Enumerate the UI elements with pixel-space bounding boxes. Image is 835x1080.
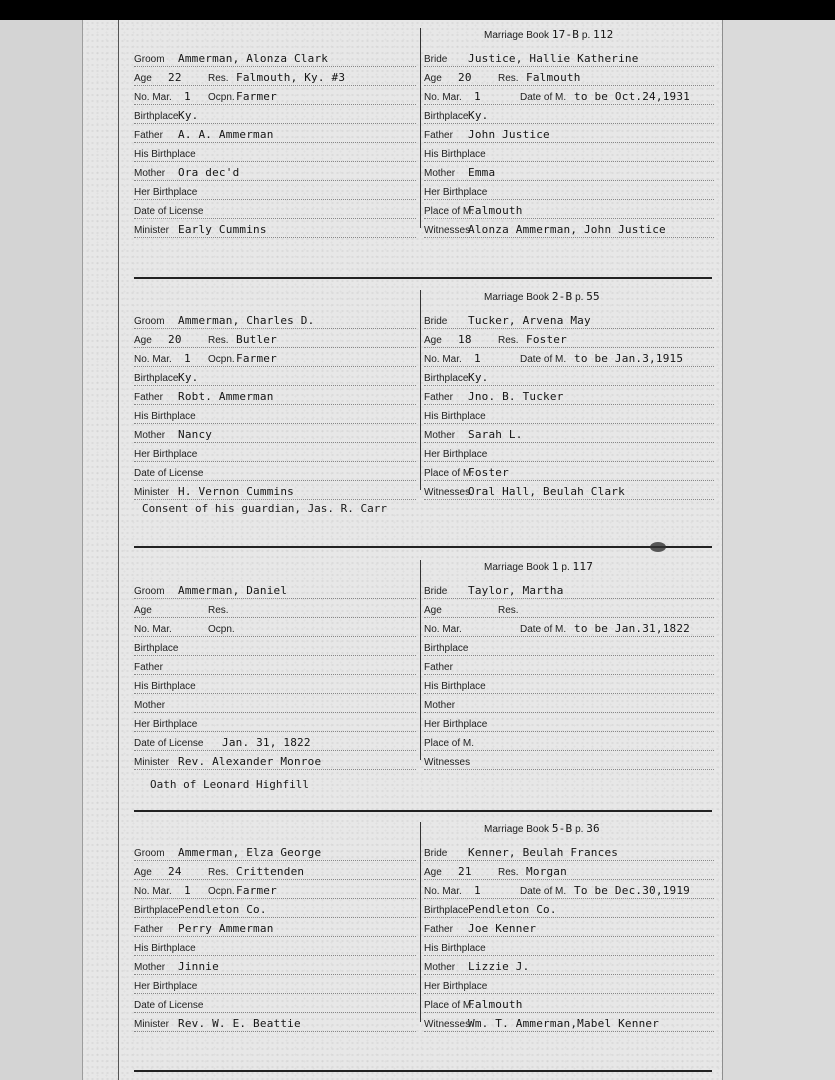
label-ocpn: Ocpn. bbox=[208, 886, 235, 897]
label-marriage-book: Marriage Book bbox=[484, 30, 550, 41]
bride-row-age bbox=[424, 329, 714, 348]
label-mother: Mother bbox=[424, 430, 456, 441]
bride-row-his-birthplace bbox=[424, 937, 714, 956]
label-mother: Mother bbox=[424, 962, 456, 973]
groom-row-mother bbox=[134, 694, 416, 713]
label-marriage-book: Marriage Book bbox=[484, 824, 550, 835]
marriage-book-number: 5-B bbox=[551, 822, 573, 835]
label-bride: Bride bbox=[424, 848, 448, 859]
groom-birthplace-value: Ky. bbox=[178, 109, 199, 122]
groom-row-birthplace bbox=[134, 637, 416, 656]
label-her-birthplace: Her Birthplace bbox=[134, 449, 198, 460]
record-separator bbox=[134, 546, 712, 548]
bride-row-place-of-m bbox=[424, 994, 714, 1013]
groom-groom-value: Ammerman, Daniel bbox=[178, 584, 288, 597]
groom-res-value: Falmouth, Ky. #3 bbox=[236, 71, 346, 84]
label-ocpn: Ocpn. bbox=[208, 92, 235, 103]
bride-row-no-mar bbox=[424, 618, 714, 637]
label-father: Father bbox=[424, 130, 453, 141]
groom-ocpn-value: Farmer bbox=[236, 884, 277, 897]
label-his-birthplace: His Birthplace bbox=[424, 943, 486, 954]
groom-row-his-birthplace bbox=[134, 405, 416, 424]
bride-row-her-birthplace bbox=[424, 975, 714, 994]
bride-row-her-birthplace bbox=[424, 181, 714, 200]
bride-row-birthplace bbox=[424, 899, 714, 918]
bride-row-place-of-m bbox=[424, 732, 714, 751]
bride-row-her-birthplace bbox=[424, 713, 714, 732]
bride-no-mar-value: 1 bbox=[474, 352, 481, 365]
label-marriage-book: Marriage Book bbox=[484, 562, 550, 573]
label-mother: Mother bbox=[134, 962, 166, 973]
groom-row-father bbox=[134, 656, 416, 675]
groom-row-no-mar bbox=[134, 86, 416, 105]
groom-father-value: Robt. Ammerman bbox=[178, 390, 274, 403]
bride-bride-value: Taylor, Martha bbox=[468, 584, 564, 597]
label-no-mar: No. Mar. bbox=[134, 92, 172, 103]
record-separator bbox=[134, 277, 712, 279]
label-birthplace: Birthplace bbox=[134, 643, 179, 654]
column-divider bbox=[420, 560, 421, 760]
record-separator bbox=[134, 1070, 712, 1072]
groom-mother-value: Ora dec'd bbox=[178, 166, 240, 179]
binding-rule bbox=[118, 20, 119, 1080]
record-note: Oath of Leonard Highfill bbox=[150, 778, 309, 791]
groom-row-no-mar bbox=[134, 348, 416, 367]
groom-minister-value: Rev. W. E. Beattie bbox=[178, 1017, 301, 1030]
bride-birthplace-value: Ky. bbox=[468, 109, 489, 122]
groom-row-minister bbox=[134, 481, 416, 500]
groom-groom-value: Ammerman, Charles D. bbox=[178, 314, 315, 327]
bride-column bbox=[424, 28, 714, 243]
bride-father-value: Jno. B. Tucker bbox=[468, 390, 564, 403]
label-date-of-m: Date of M. bbox=[520, 624, 567, 635]
groom-mother-value: Nancy bbox=[178, 428, 213, 441]
left-page-margin bbox=[0, 20, 83, 1080]
groom-mother-value: Jinnie bbox=[178, 960, 219, 973]
label-res: Res. bbox=[208, 335, 229, 346]
label-mother: Mother bbox=[134, 168, 166, 179]
groom-birthplace-value: Pendleton Co. bbox=[178, 903, 267, 916]
bride-mother-value: Sarah L. bbox=[468, 428, 523, 441]
label-his-birthplace: His Birthplace bbox=[424, 149, 486, 160]
marriage-book-number: 17-B bbox=[551, 28, 580, 41]
groom-row-date-of-license bbox=[134, 994, 416, 1013]
label-bride: Bride bbox=[424, 586, 448, 597]
bride-place-of-m-value: Falmouth bbox=[468, 998, 523, 1011]
bride-row-no-mar bbox=[424, 348, 714, 367]
bride-row-witnesses bbox=[424, 751, 714, 770]
bride-row-bride bbox=[424, 48, 714, 67]
groom-row-his-birthplace bbox=[134, 937, 416, 956]
groom-row-birthplace bbox=[134, 105, 416, 124]
groom-row-groom bbox=[134, 310, 416, 329]
groom-groom-value: Ammerman, Elza George bbox=[178, 846, 322, 859]
label-minister: Minister bbox=[134, 1019, 170, 1030]
groom-father-value: A. A. Ammerman bbox=[178, 128, 274, 141]
label-date-of-m: Date of M. bbox=[520, 886, 567, 897]
label-father: Father bbox=[424, 924, 453, 935]
bride-row-birthplace bbox=[424, 105, 714, 124]
bride-row-father bbox=[424, 918, 714, 937]
groom-row-groom bbox=[134, 842, 416, 861]
bride-column bbox=[424, 560, 714, 775]
bride-column bbox=[424, 290, 714, 505]
groom-age-value: 24 bbox=[168, 865, 182, 878]
label-no-mar: No. Mar. bbox=[424, 354, 462, 365]
label-birthplace: Birthplace bbox=[424, 643, 469, 654]
bride-date-of-m-value: to be Oct.24,1931 bbox=[574, 90, 690, 103]
label-page: p. bbox=[581, 30, 591, 41]
marriage-book-ref bbox=[484, 822, 600, 838]
groom-row-father bbox=[134, 386, 416, 405]
groom-res-value: Crittenden bbox=[236, 865, 305, 878]
ink-blot bbox=[650, 542, 666, 552]
groom-column bbox=[134, 28, 416, 243]
groom-row-birthplace bbox=[134, 899, 416, 918]
marriage-book-ref bbox=[484, 290, 600, 306]
label-bride: Bride bbox=[424, 316, 448, 327]
groom-groom-value: Ammerman, Alonza Clark bbox=[178, 52, 329, 65]
bride-row-his-birthplace bbox=[424, 675, 714, 694]
marriage-book-ref bbox=[484, 560, 593, 576]
label-minister: Minister bbox=[134, 225, 170, 236]
label-no-mar: No. Mar. bbox=[134, 886, 172, 897]
label-witnesses: Witnesses bbox=[424, 225, 471, 236]
bride-witnesses-value: Alonza Ammerman, John Justice bbox=[468, 223, 666, 236]
bride-bride-value: Tucker, Arvena May bbox=[468, 314, 591, 327]
marriage-record bbox=[134, 290, 714, 530]
label-birthplace: Birthplace bbox=[424, 373, 469, 384]
bride-place-of-m-value: Foster bbox=[468, 466, 509, 479]
groom-ocpn-value: Farmer bbox=[236, 352, 277, 365]
groom-no-mar-value: 1 bbox=[184, 884, 191, 897]
label-res: Res. bbox=[498, 867, 519, 878]
label-page: p. bbox=[575, 292, 584, 303]
groom-row-mother bbox=[134, 424, 416, 443]
label-mother: Mother bbox=[424, 700, 456, 711]
marriage-record bbox=[134, 560, 714, 800]
label-mother: Mother bbox=[134, 700, 166, 711]
label-date-of-license: Date of License bbox=[134, 1000, 204, 1011]
label-date-of-license: Date of License bbox=[134, 468, 204, 479]
label-no-mar: No. Mar. bbox=[134, 624, 172, 635]
label-witnesses: Witnesses bbox=[424, 487, 471, 498]
label-his-birthplace: His Birthplace bbox=[134, 149, 196, 160]
groom-row-date-of-license bbox=[134, 732, 416, 751]
label-place-of-m: Place of M. bbox=[424, 206, 475, 217]
bride-bride-value: Kenner, Beulah Frances bbox=[468, 846, 619, 859]
groom-date-of-license-value: Jan. 31, 1822 bbox=[222, 736, 311, 749]
bride-row-place-of-m bbox=[424, 200, 714, 219]
label-age: Age bbox=[134, 605, 152, 616]
label-res: Res. bbox=[208, 605, 229, 616]
groom-row-her-birthplace bbox=[134, 181, 416, 200]
bride-row-bride bbox=[424, 310, 714, 329]
label-her-birthplace: Her Birthplace bbox=[424, 981, 488, 992]
label-marriage-book: Marriage Book bbox=[484, 292, 550, 303]
label-age: Age bbox=[134, 335, 152, 346]
column-divider bbox=[420, 28, 421, 228]
groom-row-minister bbox=[134, 751, 416, 770]
groom-age-value: 20 bbox=[168, 333, 182, 346]
label-his-birthplace: His Birthplace bbox=[424, 411, 486, 422]
bride-row-her-birthplace bbox=[424, 443, 714, 462]
label-groom: Groom bbox=[134, 316, 165, 327]
groom-row-minister bbox=[134, 219, 416, 238]
label-ocpn: Ocpn. bbox=[208, 354, 235, 365]
groom-no-mar-value: 1 bbox=[184, 90, 191, 103]
label-his-birthplace: His Birthplace bbox=[134, 411, 196, 422]
column-divider bbox=[420, 290, 421, 490]
bride-age-value: 20 bbox=[458, 71, 472, 84]
label-father: Father bbox=[424, 392, 453, 403]
right-page-margin bbox=[722, 20, 835, 1080]
bride-father-value: Joe Kenner bbox=[468, 922, 537, 935]
bride-row-no-mar bbox=[424, 86, 714, 105]
label-date-of-license: Date of License bbox=[134, 738, 204, 749]
bride-row-father bbox=[424, 656, 714, 675]
groom-row-father bbox=[134, 124, 416, 143]
groom-row-age bbox=[134, 67, 416, 86]
bride-res-value: Morgan bbox=[526, 865, 567, 878]
marriage-book-number: 1 bbox=[551, 560, 559, 573]
label-age: Age bbox=[424, 867, 442, 878]
label-minister: Minister bbox=[134, 757, 170, 768]
label-mother: Mother bbox=[424, 168, 456, 179]
groom-column bbox=[134, 560, 416, 775]
bride-father-value: John Justice bbox=[468, 128, 550, 141]
bride-no-mar-value: 1 bbox=[474, 90, 481, 103]
bride-date-of-m-value: to be Jan.3,1915 bbox=[574, 352, 684, 365]
label-birthplace: Birthplace bbox=[424, 905, 469, 916]
marriage-record bbox=[134, 822, 714, 1062]
groom-minister-value: H. Vernon Cummins bbox=[178, 485, 294, 498]
groom-age-value: 22 bbox=[168, 71, 182, 84]
label-groom: Groom bbox=[134, 54, 165, 65]
bride-row-mother bbox=[424, 424, 714, 443]
label-her-birthplace: Her Birthplace bbox=[134, 981, 198, 992]
label-his-birthplace: His Birthplace bbox=[134, 943, 196, 954]
bride-row-age bbox=[424, 67, 714, 86]
groom-row-age bbox=[134, 599, 416, 618]
groom-birthplace-value: Ky. bbox=[178, 371, 199, 384]
label-ocpn: Ocpn. bbox=[208, 624, 235, 635]
label-page: p. bbox=[575, 824, 584, 835]
label-age: Age bbox=[134, 73, 152, 84]
bride-age-value: 21 bbox=[458, 865, 472, 878]
groom-row-groom bbox=[134, 580, 416, 599]
marriage-book-page: 55 bbox=[586, 290, 600, 303]
label-birthplace: Birthplace bbox=[134, 111, 179, 122]
label-date-of-license: Date of License bbox=[134, 206, 204, 217]
groom-row-mother bbox=[134, 162, 416, 181]
bride-row-mother bbox=[424, 956, 714, 975]
label-res: Res. bbox=[498, 335, 519, 346]
bride-mother-value: Lizzie J. bbox=[468, 960, 530, 973]
bride-mother-value: Emma bbox=[468, 166, 496, 179]
bride-place-of-m-value: Falmouth bbox=[468, 204, 523, 217]
groom-row-age bbox=[134, 861, 416, 880]
groom-row-his-birthplace bbox=[134, 143, 416, 162]
groom-row-date-of-license bbox=[134, 462, 416, 481]
marriage-book-number: 2-B bbox=[551, 290, 573, 303]
label-witnesses: Witnesses bbox=[424, 757, 471, 768]
label-age: Age bbox=[424, 605, 442, 616]
bride-row-father bbox=[424, 386, 714, 405]
label-father: Father bbox=[134, 662, 163, 673]
bride-birthplace-value: Ky. bbox=[468, 371, 489, 384]
groom-row-her-birthplace bbox=[134, 975, 416, 994]
groom-minister-value: Early Cummins bbox=[178, 223, 267, 236]
groom-res-value: Butler bbox=[236, 333, 277, 346]
bride-row-witnesses bbox=[424, 219, 714, 238]
label-bride: Bride bbox=[424, 54, 448, 65]
bride-row-mother bbox=[424, 694, 714, 713]
groom-row-mother bbox=[134, 956, 416, 975]
label-no-mar: No. Mar. bbox=[424, 624, 462, 635]
label-age: Age bbox=[424, 335, 442, 346]
bride-row-witnesses bbox=[424, 481, 714, 500]
groom-row-no-mar bbox=[134, 880, 416, 899]
label-her-birthplace: Her Birthplace bbox=[424, 449, 488, 460]
label-father: Father bbox=[134, 924, 163, 935]
bride-date-of-m-value: to be Jan.31,1822 bbox=[574, 622, 690, 635]
label-her-birthplace: Her Birthplace bbox=[134, 187, 198, 198]
bride-witnesses-value: Wm. T. Ammerman,Mabel Kenner bbox=[468, 1017, 660, 1030]
groom-row-her-birthplace bbox=[134, 443, 416, 462]
groom-no-mar-value: 1 bbox=[184, 352, 191, 365]
bride-no-mar-value: 1 bbox=[474, 884, 481, 897]
column-divider bbox=[420, 822, 421, 1022]
marriage-book-ref bbox=[484, 28, 613, 44]
label-age: Age bbox=[424, 73, 442, 84]
bride-age-value: 18 bbox=[458, 333, 472, 346]
bride-row-bride bbox=[424, 842, 714, 861]
label-date-of-m: Date of M. bbox=[520, 354, 567, 365]
groom-ocpn-value: Farmer bbox=[236, 90, 277, 103]
label-witnesses: Witnesses bbox=[424, 1019, 471, 1030]
bride-bride-value: Justice, Hallie Katherine bbox=[468, 52, 639, 65]
bride-res-value: Falmouth bbox=[526, 71, 581, 84]
label-place-of-m: Place of M. bbox=[424, 468, 475, 479]
label-birthplace: Birthplace bbox=[424, 111, 469, 122]
groom-father-value: Perry Ammerman bbox=[178, 922, 274, 935]
label-birthplace: Birthplace bbox=[134, 905, 179, 916]
label-place-of-m: Place of M. bbox=[424, 1000, 475, 1011]
bride-row-father bbox=[424, 124, 714, 143]
groom-row-his-birthplace bbox=[134, 675, 416, 694]
label-her-birthplace: Her Birthplace bbox=[424, 187, 488, 198]
label-birthplace: Birthplace bbox=[134, 373, 179, 384]
groom-row-her-birthplace bbox=[134, 713, 416, 732]
bride-row-bride bbox=[424, 580, 714, 599]
bride-column bbox=[424, 822, 714, 1037]
groom-row-groom bbox=[134, 48, 416, 67]
label-father: Father bbox=[134, 130, 163, 141]
bride-witnesses-value: Oral Hall, Beulah Clark bbox=[468, 485, 625, 498]
groom-row-date-of-license bbox=[134, 200, 416, 219]
label-age: Age bbox=[134, 867, 152, 878]
groom-row-birthplace bbox=[134, 367, 416, 386]
label-place-of-m: Place of M. bbox=[424, 738, 475, 749]
label-mother: Mother bbox=[134, 430, 166, 441]
label-his-birthplace: His Birthplace bbox=[134, 681, 196, 692]
bride-res-value: Foster bbox=[526, 333, 567, 346]
label-date-of-m: Date of M. bbox=[520, 92, 567, 103]
label-res: Res. bbox=[208, 73, 229, 84]
groom-column bbox=[134, 822, 416, 1037]
bride-row-no-mar bbox=[424, 880, 714, 899]
bride-row-place-of-m bbox=[424, 462, 714, 481]
bride-date-of-m-value: To be Dec.30,1919 bbox=[574, 884, 690, 897]
bride-row-his-birthplace bbox=[424, 143, 714, 162]
marriage-book-page: 117 bbox=[572, 560, 594, 573]
record-note: Consent of his guardian, Jas. R. Carr bbox=[142, 502, 388, 515]
label-groom: Groom bbox=[134, 848, 165, 859]
bride-row-age bbox=[424, 599, 714, 618]
groom-minister-value: Rev. Alexander Monroe bbox=[178, 755, 322, 768]
marriage-book-page: 112 bbox=[593, 28, 614, 41]
groom-column bbox=[134, 290, 416, 505]
label-minister: Minister bbox=[134, 487, 170, 498]
groom-row-no-mar bbox=[134, 618, 416, 637]
scanned-register-page bbox=[0, 20, 835, 1080]
label-res: Res. bbox=[498, 73, 519, 84]
marriage-record bbox=[134, 28, 714, 268]
label-her-birthplace: Her Birthplace bbox=[134, 719, 198, 730]
bride-row-witnesses bbox=[424, 1013, 714, 1032]
label-no-mar: No. Mar. bbox=[134, 354, 172, 365]
label-her-birthplace: Her Birthplace bbox=[424, 719, 488, 730]
bride-row-his-birthplace bbox=[424, 405, 714, 424]
bride-row-birthplace bbox=[424, 367, 714, 386]
label-father: Father bbox=[134, 392, 163, 403]
groom-row-age bbox=[134, 329, 416, 348]
label-father: Father bbox=[424, 662, 453, 673]
label-res: Res. bbox=[208, 867, 229, 878]
label-no-mar: No. Mar. bbox=[424, 886, 462, 897]
record-separator bbox=[134, 810, 712, 812]
bride-row-birthplace bbox=[424, 637, 714, 656]
groom-row-minister bbox=[134, 1013, 416, 1032]
label-groom: Groom bbox=[134, 586, 165, 597]
label-his-birthplace: His Birthplace bbox=[424, 681, 486, 692]
label-res: Res. bbox=[498, 605, 519, 616]
bride-birthplace-value: Pendleton Co. bbox=[468, 903, 557, 916]
label-page: p. bbox=[561, 562, 570, 573]
bride-row-age bbox=[424, 861, 714, 880]
marriage-book-page: 36 bbox=[586, 822, 600, 835]
groom-row-father bbox=[134, 918, 416, 937]
bride-row-mother bbox=[424, 162, 714, 181]
label-no-mar: No. Mar. bbox=[424, 92, 462, 103]
